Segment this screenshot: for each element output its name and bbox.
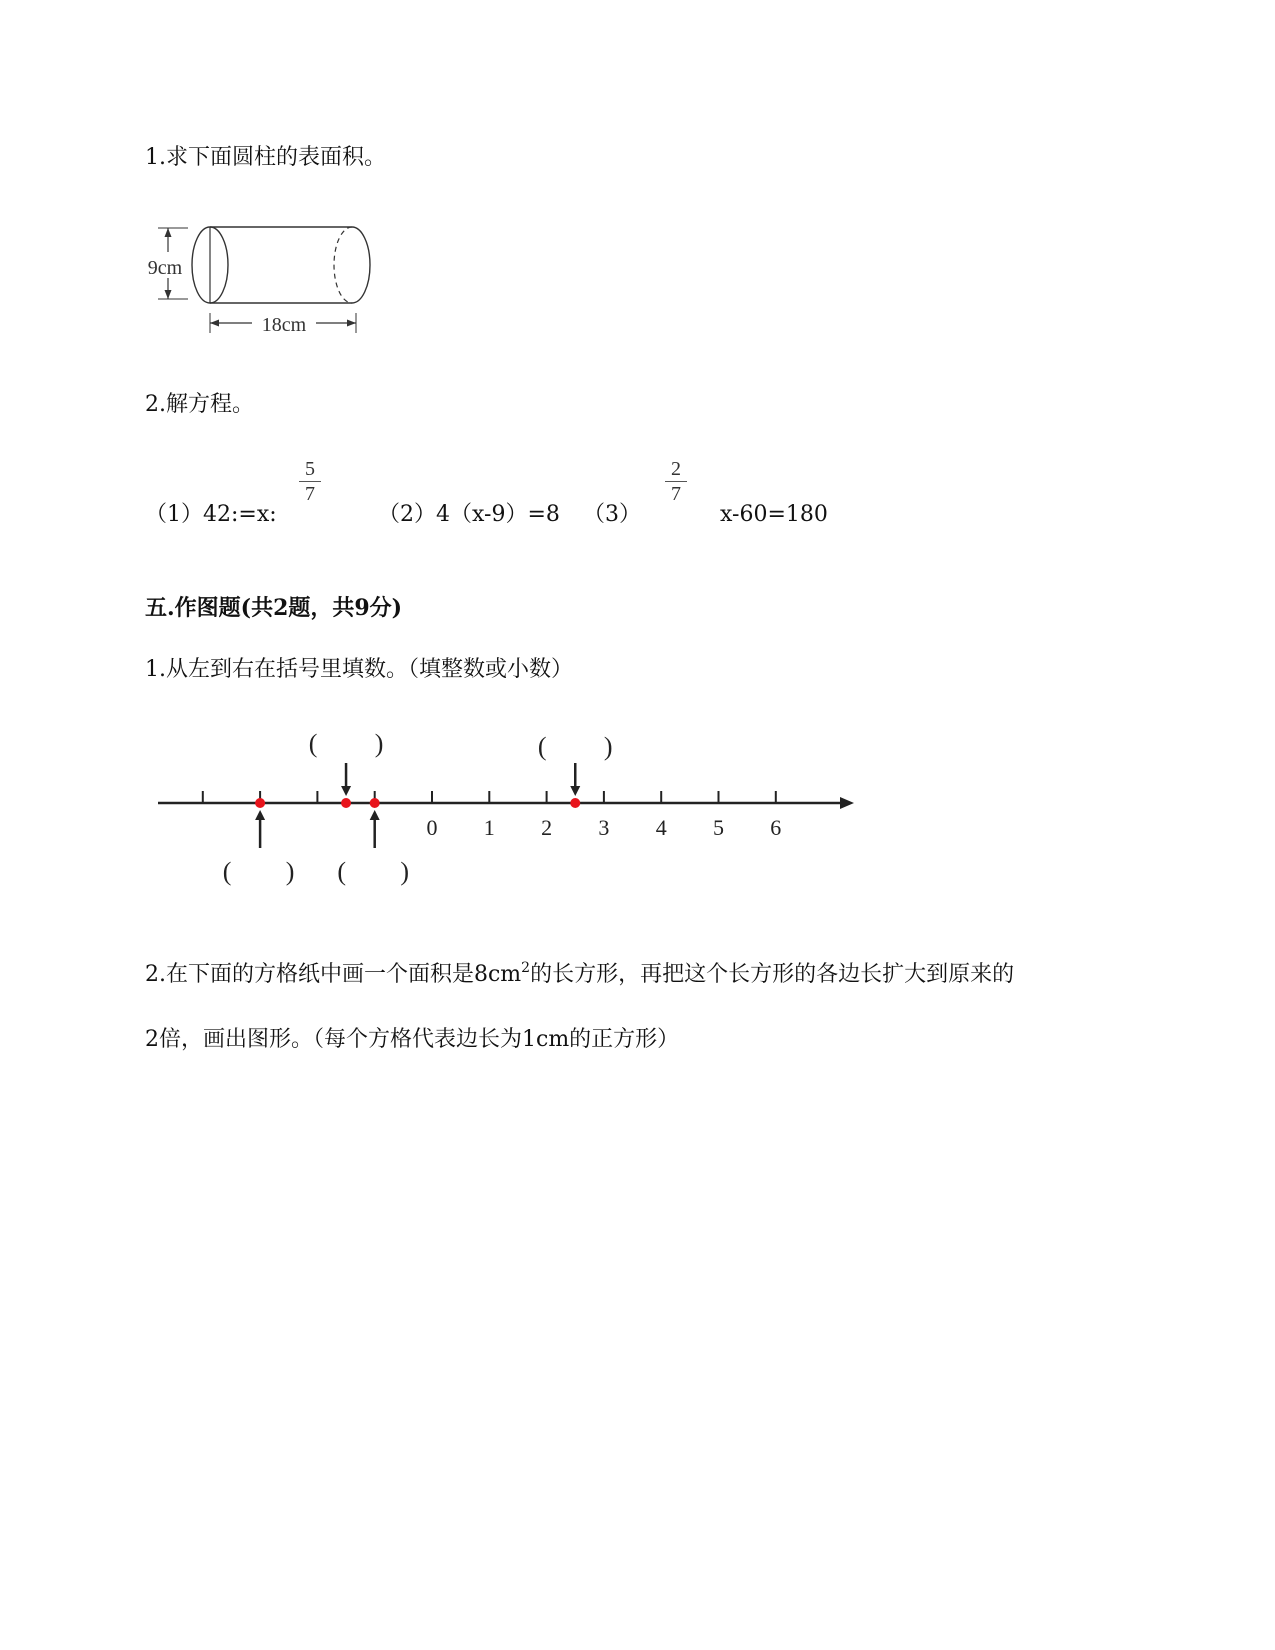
fraction-denominator: 7 bbox=[671, 483, 681, 505]
answer-bracket-close: ) bbox=[374, 729, 384, 758]
number-line-arrowhead-down bbox=[341, 786, 351, 796]
s5-q2-text-after: 的长方形，再把这个长方形的各边长扩大到原来的 bbox=[530, 962, 1015, 987]
s5-q1-title: 1.从左到右在括号里填数。（填整数或小数） bbox=[145, 657, 573, 682]
equation-2: （2）4（x-9）=8 bbox=[378, 502, 560, 527]
number-line bbox=[150, 720, 870, 895]
s5-q2-line-2: 2倍，画出图形。（每个方格代表边长为1cm的正方形） bbox=[145, 1027, 680, 1052]
fraction-denominator: 7 bbox=[305, 483, 315, 505]
q1-title: 1.求下面圆柱的表面积。 bbox=[145, 145, 386, 170]
number-line-marked-point bbox=[341, 798, 351, 808]
fraction-numerator: 5 bbox=[305, 458, 315, 480]
answer-bracket-close: ) bbox=[285, 857, 295, 886]
number-line-tick-label: 6 bbox=[770, 815, 782, 840]
equation-3-fraction bbox=[665, 458, 687, 505]
number-line-arrowhead-up bbox=[255, 810, 265, 820]
section-heading: 五.作图题(共2题，共9分) bbox=[145, 595, 403, 621]
cylinder-right-face-visible bbox=[352, 227, 370, 303]
s5-q2-text-before: 2.在下面的方格纸中画一个面积是8cm bbox=[145, 962, 522, 987]
answer-bracket-open: ( bbox=[308, 729, 318, 758]
answer-bracket-open: ( bbox=[337, 857, 347, 886]
height-arrowhead-top bbox=[165, 228, 172, 237]
number-line-tick-label: 5 bbox=[713, 815, 724, 840]
s5-q2-line-1 bbox=[145, 962, 1014, 988]
q2-title: 2.解方程。 bbox=[145, 392, 254, 417]
number-line-arrowhead-up bbox=[370, 810, 380, 820]
number-line-tick-label: 1 bbox=[483, 815, 495, 840]
number-line-tick-label: 4 bbox=[655, 815, 667, 840]
answer-bracket-close: ) bbox=[603, 732, 613, 761]
number-line-tick-label: 3 bbox=[598, 815, 610, 840]
length-label: 18cm bbox=[261, 314, 307, 336]
fraction-bar bbox=[299, 481, 321, 482]
equation-3-suffix: x-60=180 bbox=[720, 502, 828, 527]
answer-bracket-open: ( bbox=[222, 857, 232, 886]
number-line-arrowhead-down bbox=[570, 786, 580, 796]
number-line-arrowhead bbox=[840, 797, 854, 809]
s5-q2-superscript: 2 bbox=[521, 960, 531, 976]
number-line-tick-label: 2 bbox=[541, 815, 553, 840]
fraction-bar bbox=[665, 481, 687, 482]
height-label: 9cm bbox=[147, 257, 183, 279]
height-arrowhead-bottom bbox=[165, 290, 172, 299]
fraction-numerator: 2 bbox=[671, 458, 681, 480]
number-line-marked-point bbox=[570, 798, 580, 808]
answer-bracket-open: ( bbox=[537, 732, 547, 761]
length-arrowhead-right bbox=[347, 320, 356, 327]
number-line-marked-point bbox=[370, 798, 380, 808]
equation-1-fraction bbox=[299, 458, 321, 505]
cylinder-diagram bbox=[140, 215, 380, 340]
answer-bracket-close: ) bbox=[400, 857, 410, 886]
equation-1-prefix: （1）42:=x: bbox=[145, 502, 277, 527]
cylinder-right-face-hidden bbox=[334, 227, 352, 303]
number-line-marked-point bbox=[255, 798, 265, 808]
number-line-tick-label: 0 bbox=[426, 815, 438, 840]
equation-3-prefix: （3） bbox=[583, 502, 641, 527]
length-arrowhead-left bbox=[210, 320, 219, 327]
